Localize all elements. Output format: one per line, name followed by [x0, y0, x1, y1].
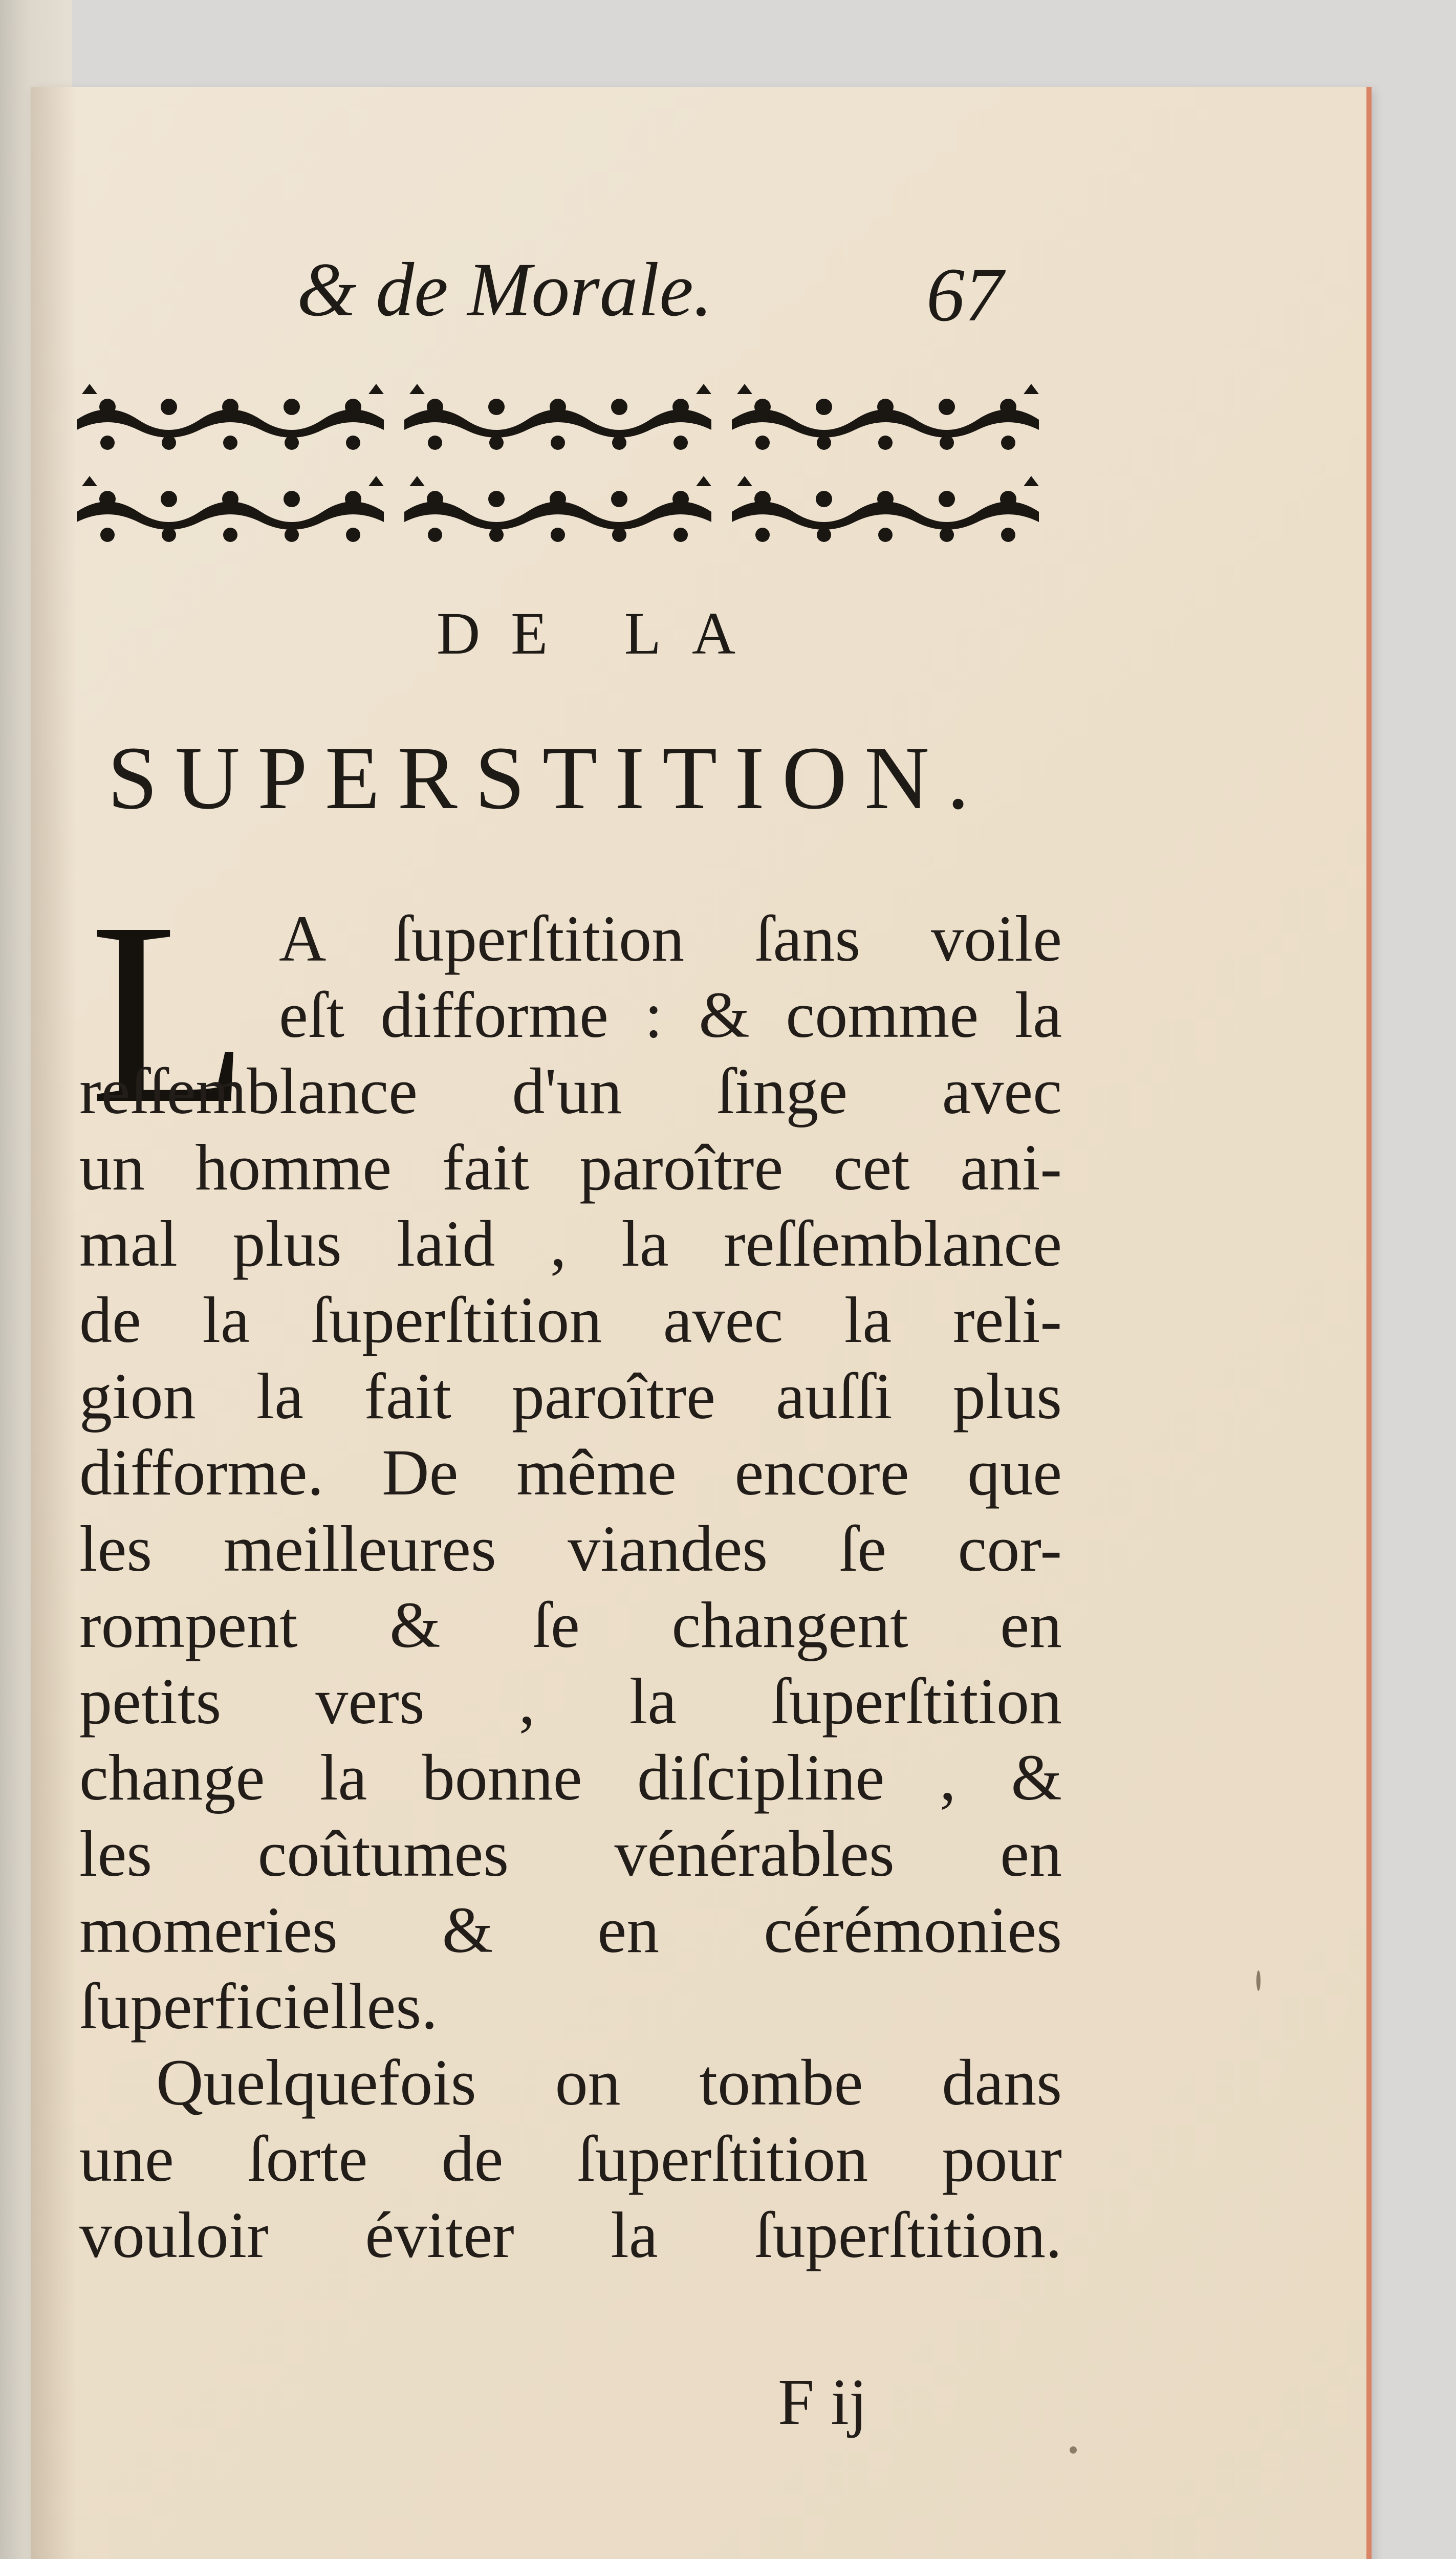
signature-mark: F ij: [778, 2366, 867, 2438]
fleuron-unit: [77, 384, 384, 450]
running-head: [31, 246, 1366, 348]
text-line: eſt difforme : & comme la: [279, 979, 1062, 1051]
section-heading-title: SUPERSTITION.: [107, 728, 987, 828]
text-line: une ſorte de ſuperſtition pour: [79, 2122, 1062, 2195]
text-line: de la ſuperſtition avec la reli-: [79, 1284, 1062, 1356]
drop-cap: L: [90, 869, 249, 1158]
fleuron-unit: [77, 476, 384, 542]
text-line: change la bonne diſcipline , &: [79, 1741, 1062, 1814]
text-line: difforme. De même encore que: [79, 1436, 1062, 1509]
fleuron-unit: [732, 476, 1039, 542]
text-line: Quelquefois on tombe dans: [156, 2046, 1062, 2119]
text-line: A ſuperſtition ſans voile: [279, 902, 1062, 975]
text-line: gion la fait paroître auſſi plus: [79, 1360, 1062, 1433]
page-number: 67: [926, 252, 1003, 337]
section-heading-de-la: DE LA: [436, 600, 767, 667]
text-line: un homme fait paroître cet ani-: [79, 1131, 1062, 1204]
paper-speck: [1070, 2446, 1077, 2454]
fleuron-ornament: [67, 374, 1064, 568]
fleuron-unit: [404, 476, 711, 542]
text-line: petits vers , la ſuperſtition: [79, 1665, 1062, 1738]
fleuron-unit: [404, 384, 711, 450]
text-line: mal plus laid , la reſſemblance: [79, 1207, 1062, 1280]
text-line: vouloir éviter la ſuperſtition.: [79, 2199, 1062, 2271]
body-text: [79, 869, 1062, 2273]
text-line: ſuperficielles.: [79, 1970, 438, 2043]
book-page: [31, 87, 1372, 2559]
running-head-title: & de Morale.: [297, 247, 713, 332]
text-line: momeries & en cérémonies: [79, 1894, 1062, 1966]
text-line: rompent & ſe changent en: [79, 1589, 1062, 1661]
paper-speck: [1256, 1970, 1261, 1991]
text-line: reſſemblance d'un ſinge avec: [79, 1055, 1062, 1127]
fleuron-unit: [732, 384, 1039, 450]
text-line: les coûtumes vénérables en: [79, 1817, 1062, 1890]
text-line: les meilleures viandes ſe cor-: [79, 1512, 1062, 1585]
